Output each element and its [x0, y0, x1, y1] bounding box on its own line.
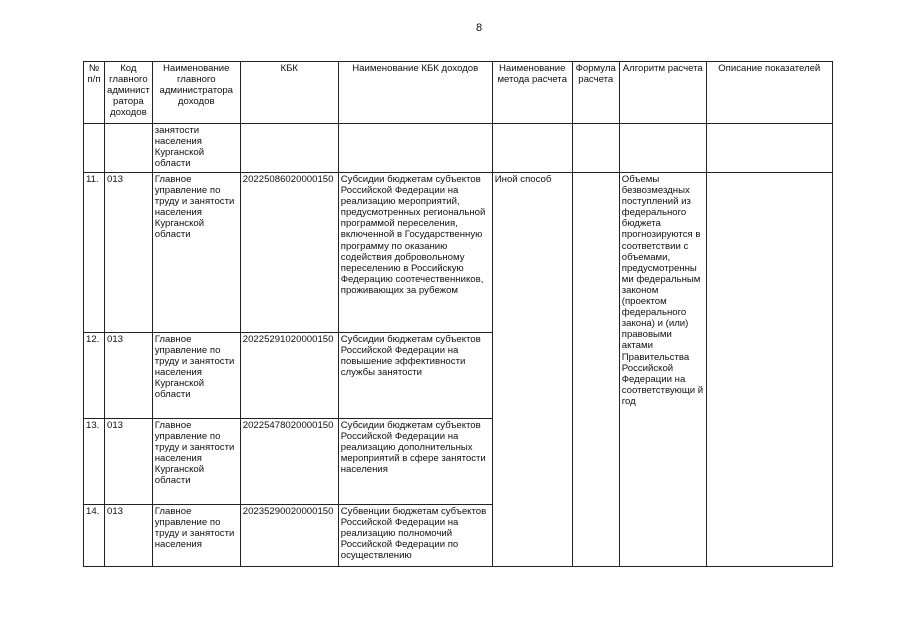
- header-kbk: КБК: [240, 62, 338, 124]
- cell-method: Иной способ: [492, 173, 572, 567]
- cell-num: [84, 124, 105, 173]
- cell-admin-name: Главное управление по труду и занятости населения Курганской области: [152, 419, 240, 505]
- header-method: Наименование метода расчета: [492, 62, 572, 124]
- cell-num: 13.: [84, 419, 105, 505]
- cell-num: 11.: [84, 173, 105, 333]
- cell-code: 013: [105, 419, 153, 505]
- cell-num: 14.: [84, 505, 105, 567]
- cell-kbk: 20225291020000150: [240, 333, 338, 419]
- cell-num: 12.: [84, 333, 105, 419]
- cell-code: 013: [105, 333, 153, 419]
- cell-code: 013: [105, 173, 153, 333]
- cell-description: [706, 124, 832, 173]
- header-kbk-name: Наименование КБК доходов: [338, 62, 492, 124]
- header-description: Описание показателей: [706, 62, 832, 124]
- page-number: 8: [476, 22, 483, 34]
- header-formula: Формула расчета: [572, 62, 619, 124]
- continuation-row: [84, 124, 833, 173]
- header-num: № п/п: [84, 62, 105, 124]
- table-row: [84, 173, 833, 333]
- cell-kbk-name: Субсидии бюджетам субъектов Российской Федерации на повышение эффективности службы занятости: [338, 333, 492, 419]
- header-admin-name: Наименование главного администратора доходов: [152, 62, 240, 124]
- cell-kbk-name: Субсидии бюджетам субъектов Российской Федерации на реализацию дополнительных мероприятий в сфере занятости населения: [338, 419, 492, 505]
- cell-kbk: 20235290020000150: [240, 505, 338, 567]
- header-algorithm: Алгоритм расчета: [619, 62, 706, 124]
- cell-algorithm: Объемы безвозмездных поступлений из федерального бюджета прогнозируются в соответствии с объемами, предусмотренны ми федеральным законом (проектом федерального закона) и (или) правовыми актами Правительства Российской Федерации на соответствующи й год: [619, 173, 706, 567]
- cell-admin-name: Главное управление по труду и занятости населения Курганской области: [152, 173, 240, 333]
- cell-method: [492, 124, 572, 173]
- cell-code: 013: [105, 505, 153, 567]
- revenue-table: [83, 61, 833, 567]
- cell-kbk-name: [338, 124, 492, 173]
- cell-kbk: [240, 124, 338, 173]
- cell-kbk-name: Субвенции бюджетам субъектов Российской Федерации на реализацию полномочий Российской Федерации по осуществлению: [338, 505, 492, 567]
- header-row: [84, 62, 833, 124]
- cell-code: [105, 124, 153, 173]
- cell-admin-name: занятости населения Курганской области: [152, 124, 240, 173]
- cell-formula: [572, 124, 619, 173]
- cell-description: [706, 173, 832, 567]
- cell-kbk-name: Субсидии бюджетам субъектов Российской Федерации на реализацию мероприятий, предусмотренных региональной программой переселения, включенной в Государственную программу по оказанию содействия добровольному переселению в Российскую Федерацию соотечественников, проживающих за рубежом: [338, 173, 492, 333]
- cell-admin-name: Главное управление по труду и занятости населения: [152, 505, 240, 567]
- cell-admin-name: Главное управление по труду и занятости населения Курганской области: [152, 333, 240, 419]
- cell-kbk: 20225478020000150: [240, 419, 338, 505]
- cell-kbk: 20225086020000150: [240, 173, 338, 333]
- cell-formula: [572, 173, 619, 567]
- cell-algorithm: [619, 124, 706, 173]
- header-code: Код главного админист ратора доходов: [105, 62, 153, 124]
